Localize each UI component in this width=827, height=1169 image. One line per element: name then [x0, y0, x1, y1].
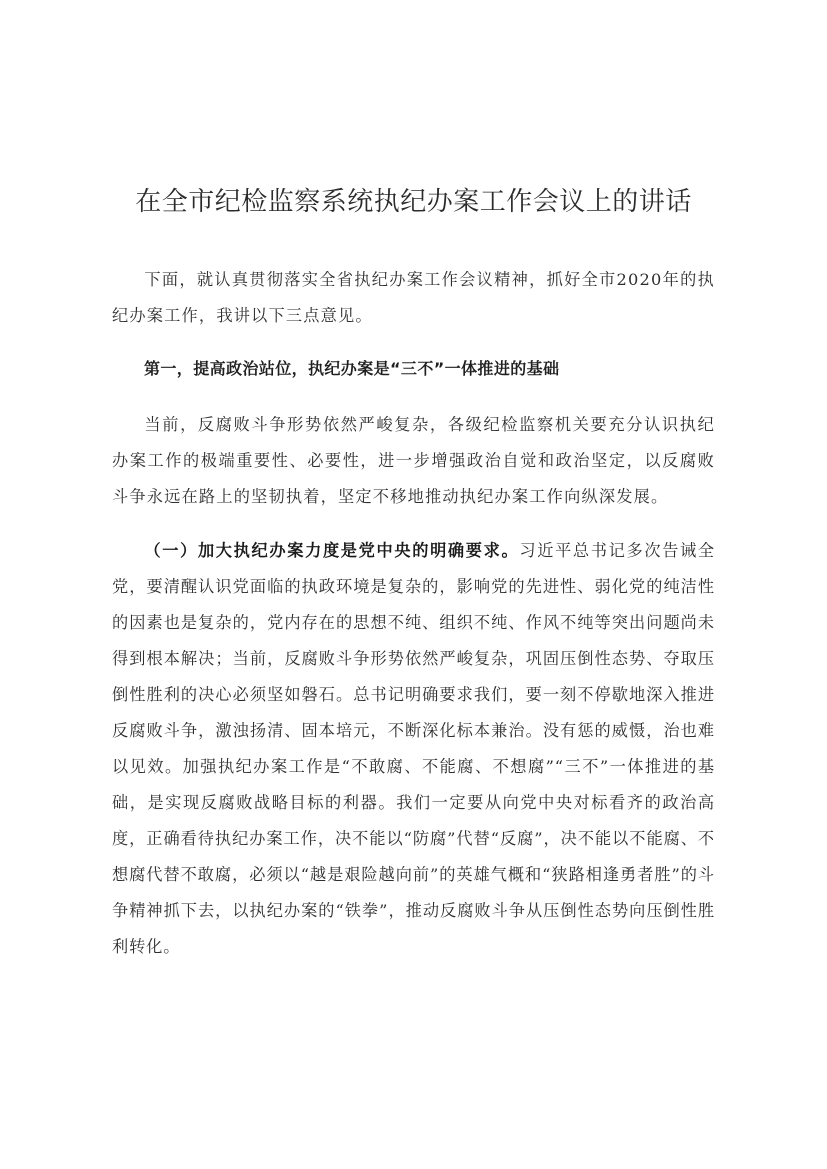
document-title: 在全市纪检监察系统执纪办案工作会议上的讲话: [135, 187, 692, 217]
section-1-heading: 第一，提高政治站位，执纪办案是“三不”一体推进的基础: [144, 359, 560, 378]
subsection-1-paragraph: [112, 533, 715, 965]
subsection-1-lead: （一）加大执纪办案力度是党中央的明确要求。: [144, 541, 520, 560]
subsection-1-body: 习近平总书记多次告诫全党，要清醒认识党面临的执政环境是复杂的，影响党的先进性、弱化党的纯洁性的因素也是复杂的，党内存在的思想不纯、组织不纯、作风不纯等突出问题尚未得到根本解决；当前，反腐败斗争形势依然严峻复杂，巩固压倒性态势、夺取压倒性胜利的决心必须坚如磐石。总书记明确要求我们，要一刻不停歇地深入推进反腐败斗争，激浊扬清、固本培元，不断深化标本兼治。没有惩的威慑，治也难以见效。加强执纪办案工作是“不敢腐、不能腐、不想腐”“三不”一体推进的基础，是实现反腐败战略目标的利器。我们一定要从向党中央对标看齐的政治高度，正确看待执纪办案工作，决不能以“防腐”代替“反腐”，决不能以不能腐、不想腐代替不敢腐，必须以“越是艰险越向前”的英雄气概和“狭路相逢勇者胜”的斗争精神抓下去，以执纪办案的“铁拳”，推动反腐败斗争从压倒性态势向压倒性胜利转化。: [112, 541, 715, 956]
section-1-paragraph: 当前，反腐败斗争形势依然严峻复杂，各级纪检监察机关要充分认识执纪办案工作的极端重要性、必要性，进一步增强政治自觉和政治坚定，以反腐败斗争永远在路上的坚韧执着，坚定不移地推动执纪办案工作向纵深发展。: [112, 415, 715, 506]
intro-paragraph: 下面，就认真贯彻落实全省执纪办案工作会议精神，抓好全市2020年的执纪办案工作，我讲以下三点意见。: [112, 270, 715, 325]
